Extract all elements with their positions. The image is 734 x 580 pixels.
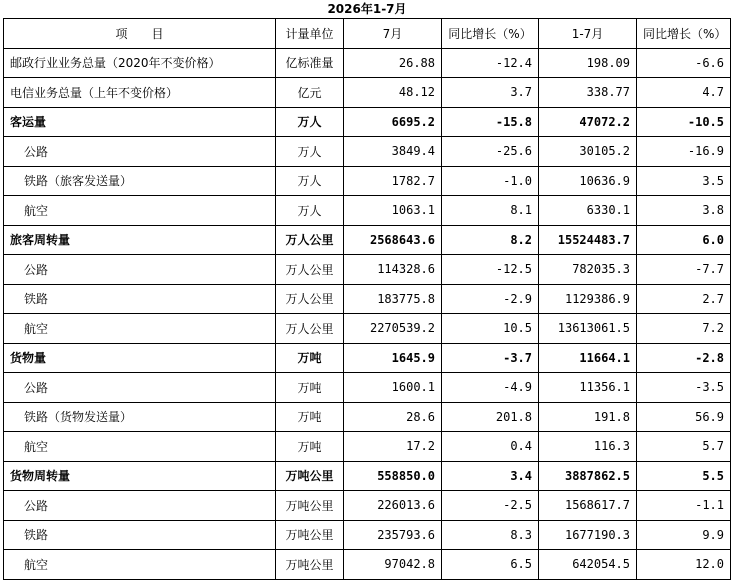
row-ytd-value: 1677190.3 <box>539 520 637 550</box>
row-ytd-yoy: -2.8 <box>637 343 731 373</box>
row-name: 铁路（旅客发送量） <box>4 166 276 196</box>
header-unit: 计量单位 <box>276 19 344 49</box>
table-row <box>4 491 731 521</box>
table-row <box>4 107 731 137</box>
row-ytd-value: 11356.1 <box>539 373 637 403</box>
table-row <box>4 166 731 196</box>
table-title: 2026年1-7月 <box>327 2 407 16</box>
row-month-value: 48.12 <box>344 78 442 108</box>
row-ytd-yoy: 9.9 <box>637 520 731 550</box>
row-name: 货物量 <box>4 343 276 373</box>
row-ytd-value: 191.8 <box>539 402 637 432</box>
row-name: 航空 <box>4 432 276 462</box>
row-ytd-value: 1129386.9 <box>539 284 637 314</box>
row-ytd-yoy: 6.0 <box>637 225 731 255</box>
row-month-value: 183775.8 <box>344 284 442 314</box>
row-ytd-value: 11664.1 <box>539 343 637 373</box>
row-unit: 万人公里 <box>276 255 344 285</box>
row-month-yoy: 8.3 <box>442 520 539 550</box>
row-unit: 万吨公里 <box>276 550 344 580</box>
row-unit: 万吨 <box>276 402 344 432</box>
row-ytd-value: 30105.2 <box>539 137 637 167</box>
row-ytd-value: 782035.3 <box>539 255 637 285</box>
header-month-yoy: 同比增长（%） <box>442 19 539 49</box>
row-month-value: 1600.1 <box>344 373 442 403</box>
row-month-value: 2568643.6 <box>344 225 442 255</box>
table-row <box>4 137 731 167</box>
table-row <box>4 373 731 403</box>
row-month-yoy: 8.2 <box>442 225 539 255</box>
row-name: 公路 <box>4 255 276 285</box>
row-month-yoy: 201.8 <box>442 402 539 432</box>
row-ytd-yoy: 4.7 <box>637 78 731 108</box>
row-month-value: 17.2 <box>344 432 442 462</box>
table-row <box>4 343 731 373</box>
table-row <box>4 461 731 491</box>
row-month-value: 235793.6 <box>344 520 442 550</box>
row-unit: 万吨公里 <box>276 491 344 521</box>
table-row <box>4 78 731 108</box>
row-name: 铁路 <box>4 520 276 550</box>
row-month-yoy: -15.8 <box>442 107 539 137</box>
row-unit: 亿元 <box>276 78 344 108</box>
row-ytd-yoy: 2.7 <box>637 284 731 314</box>
table-row <box>4 550 731 580</box>
row-ytd-yoy: -10.5 <box>637 107 731 137</box>
header-ytd-yoy: 同比增长（%） <box>637 19 731 49</box>
row-ytd-value: 338.77 <box>539 78 637 108</box>
table-row <box>4 432 731 462</box>
row-ytd-value: 116.3 <box>539 432 637 462</box>
table-row <box>4 314 731 344</box>
row-unit: 万吨 <box>276 373 344 403</box>
row-unit: 万人公里 <box>276 225 344 255</box>
table-row <box>4 48 731 78</box>
statistics-table <box>3 18 731 580</box>
row-name: 公路 <box>4 137 276 167</box>
row-month-value: 226013.6 <box>344 491 442 521</box>
row-name: 公路 <box>4 373 276 403</box>
row-unit: 万吨公里 <box>276 461 344 491</box>
row-unit: 万人 <box>276 166 344 196</box>
header-ytd: 1-7月 <box>539 19 637 49</box>
row-month-yoy: -12.4 <box>442 48 539 78</box>
row-month-yoy: 6.5 <box>442 550 539 580</box>
row-ytd-yoy: 56.9 <box>637 402 731 432</box>
row-ytd-yoy: -1.1 <box>637 491 731 521</box>
row-month-value: 26.88 <box>344 48 442 78</box>
row-month-yoy: -4.9 <box>442 373 539 403</box>
table-row <box>4 196 731 226</box>
row-month-value: 6695.2 <box>344 107 442 137</box>
row-name: 公路 <box>4 491 276 521</box>
row-unit: 万吨 <box>276 432 344 462</box>
row-month-yoy: 10.5 <box>442 314 539 344</box>
row-month-value: 1645.9 <box>344 343 442 373</box>
row-month-value: 2270539.2 <box>344 314 442 344</box>
row-ytd-value: 6330.1 <box>539 196 637 226</box>
table-row <box>4 284 731 314</box>
row-name: 铁路（货物发送量） <box>4 402 276 432</box>
row-month-yoy: -2.9 <box>442 284 539 314</box>
row-unit: 万人 <box>276 107 344 137</box>
row-month-value: 114328.6 <box>344 255 442 285</box>
row-month-yoy: -3.7 <box>442 343 539 373</box>
row-ytd-yoy: -3.5 <box>637 373 731 403</box>
header-item: 项 目 <box>4 19 276 49</box>
row-ytd-value: 1568617.7 <box>539 491 637 521</box>
row-ytd-value: 15524483.7 <box>539 225 637 255</box>
row-name: 旅客周转量 <box>4 225 276 255</box>
table-row <box>4 520 731 550</box>
row-month-value: 1063.1 <box>344 196 442 226</box>
row-month-value: 3849.4 <box>344 137 442 167</box>
row-month-yoy: -1.0 <box>442 166 539 196</box>
row-name: 客运量 <box>4 107 276 137</box>
row-ytd-yoy: -7.7 <box>637 255 731 285</box>
table-row <box>4 255 731 285</box>
row-unit: 亿标准量 <box>276 48 344 78</box>
row-month-yoy: -2.5 <box>442 491 539 521</box>
row-unit: 万吨 <box>276 343 344 373</box>
row-ytd-yoy: -16.9 <box>637 137 731 167</box>
row-ytd-yoy: -6.6 <box>637 48 731 78</box>
row-month-yoy: 3.7 <box>442 78 539 108</box>
row-month-yoy: 8.1 <box>442 196 539 226</box>
row-name: 铁路 <box>4 284 276 314</box>
row-month-yoy: -12.5 <box>442 255 539 285</box>
row-month-value: 97042.8 <box>344 550 442 580</box>
row-name: 货物周转量 <box>4 461 276 491</box>
row-ytd-value: 13613061.5 <box>539 314 637 344</box>
row-name: 电信业务总量（上年不变价格） <box>4 78 276 108</box>
row-month-value: 1782.7 <box>344 166 442 196</box>
table-row <box>4 402 731 432</box>
row-month-yoy: -25.6 <box>442 137 539 167</box>
row-month-value: 28.6 <box>344 402 442 432</box>
row-unit: 万人公里 <box>276 284 344 314</box>
row-ytd-yoy: 5.7 <box>637 432 731 462</box>
header-month: 7月 <box>344 19 442 49</box>
row-ytd-yoy: 5.5 <box>637 461 731 491</box>
header-row <box>4 19 731 49</box>
row-month-yoy: 3.4 <box>442 461 539 491</box>
row-unit: 万人 <box>276 137 344 167</box>
row-unit: 万吨公里 <box>276 520 344 550</box>
row-ytd-value: 642054.5 <box>539 550 637 580</box>
row-ytd-yoy: 7.2 <box>637 314 731 344</box>
row-ytd-yoy: 3.5 <box>637 166 731 196</box>
row-month-yoy: 0.4 <box>442 432 539 462</box>
row-ytd-value: 198.09 <box>539 48 637 78</box>
row-unit: 万人公里 <box>276 314 344 344</box>
table-row <box>4 225 731 255</box>
row-ytd-yoy: 12.0 <box>637 550 731 580</box>
row-name: 邮政行业业务总量（2020年不变价格） <box>4 48 276 78</box>
row-ytd-value: 3887862.5 <box>539 461 637 491</box>
row-unit: 万人 <box>276 196 344 226</box>
row-name: 航空 <box>4 314 276 344</box>
row-ytd-value: 10636.9 <box>539 166 637 196</box>
row-month-value: 558850.0 <box>344 461 442 491</box>
row-name: 航空 <box>4 550 276 580</box>
row-ytd-yoy: 3.8 <box>637 196 731 226</box>
row-ytd-value: 47072.2 <box>539 107 637 137</box>
row-name: 航空 <box>4 196 276 226</box>
